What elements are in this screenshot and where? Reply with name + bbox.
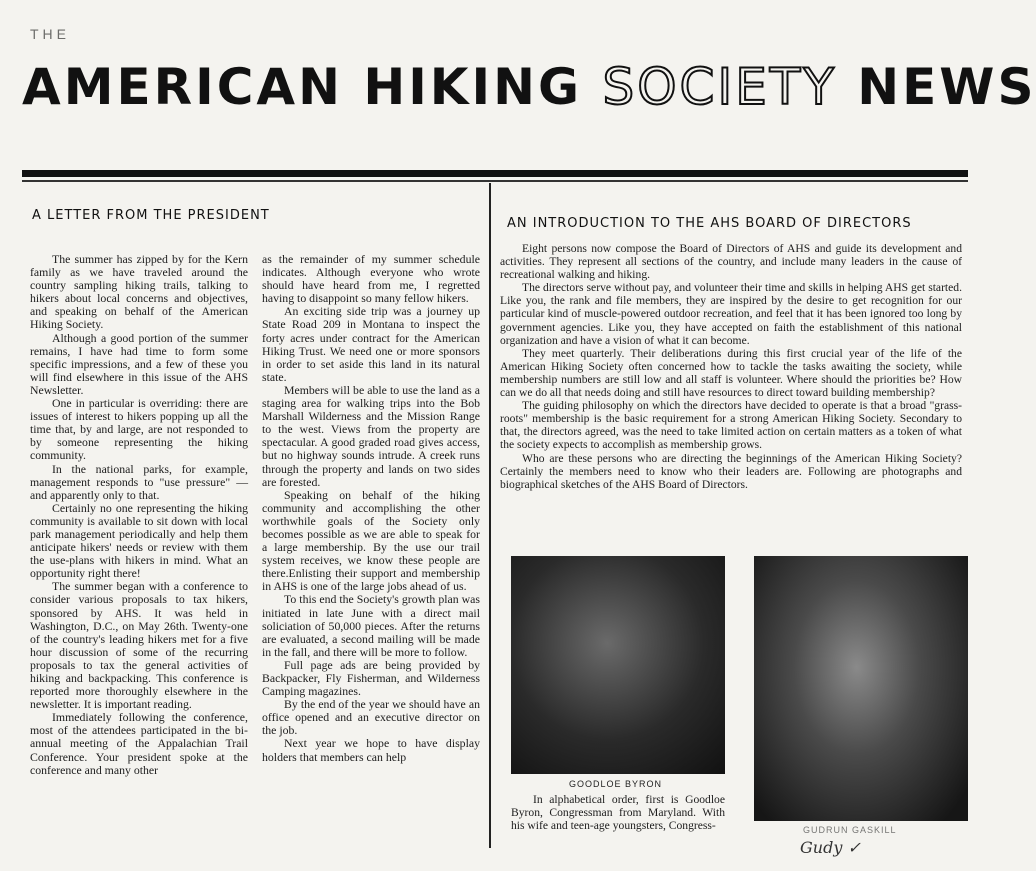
letter-paragraph: One in particular is overriding: there are issues of interest to hikers popping up all the time that, by and large, are not responded to by someone representing the hiking community. — [30, 396, 248, 463]
board-paragraph: Who are these persons who are directing the beginnings of the American Hiking Society? Certainly the members need to know who their leaders are. Following are photographs and biographical sketches of the AHS Board of Directors. — [500, 451, 962, 491]
letter-paragraph: In the national parks, for example, management responds to "use pressure" — and apparently only to that. — [30, 461, 248, 502]
letter-paragraph: as the remainder of my summer schedule indicates. Although everyone who wrote should have heard from me, I regretted having to disappoint so many fellow hikers. — [262, 252, 480, 306]
letter-paragraph: Immediately following the conference, most of the attendees participated in the bi-annual meeting of the Appalachian Trail Conference. Your president spoke at the conference and many other — [30, 710, 248, 777]
letter-paragraph: Next year we hope to have display holders that members can help — [262, 736, 480, 764]
letter-paragraph: Members will be able to use the land as a staging area for walking trips into the Bob Marshall Wilderness and the Mission Range to the west. Views from the property are spectacular. A good graded road gives access, but no highway sounds intrude. A creek runs through the property and lands on two sides are forested. — [262, 382, 480, 489]
letter-paragraph: Although a good portion of the summer remains, I have had time to form some specific impressions, and a few of these you will find elsewhere in this issue of the AHS Newsletter. — [30, 330, 248, 397]
letter-heading: A LETTER FROM THE PRESIDENT — [32, 208, 270, 223]
board-paragraph: The directors serve without pay, and volunteer their time and skills in helping AHS get started. Like you, the rank and file members, they are inspired by the desire to get recognition for our particular kind of muscle-powered outdoor recreation, and feel that it has been ignored too long by government agencies. Like you, they have accepted on faith the establishment of this national organization and have a vision of what it can become. — [500, 281, 962, 347]
gudrun-gaskill-photo — [754, 556, 968, 821]
masthead-title-part3: NEWS — [836, 58, 1036, 116]
masthead-rule-thin — [22, 180, 968, 182]
board-paragraph: The guiding philosophy on which the directors have decided to operate is that a broad "grass-roots" membership is the basic requirement for a strong American Hiking Society. Secondary to that, the directors agreed, was the need to take limited action on certain matters as a token of what the society expects to accomplish as membership grows. — [500, 399, 962, 452]
handwritten-note: Gudy ✓ — [800, 838, 861, 857]
letter-paragraph: An exciting side trip was a journey up State Road 209 in Montana to inspect the forty acres under contract for the American Hiking Trust. We need one or more sponsors in order to set aside this land in its natural state. — [262, 304, 480, 384]
board-intro-column — [500, 242, 962, 491]
goodloe-byron-bio — [511, 793, 725, 832]
masthead-title-part2: SOCIETY — [602, 58, 837, 116]
letter-paragraph: Speaking on behalf of the hiking community and accomplishing the other worthwhile goals of the Society only becomes possible as we are able to speak for a large membership. By the use our trail system receives, we know these people are there.Enlisting their support and membership in AHS is one of the large jobs ahead of us. — [262, 487, 480, 594]
board-paragraph: They meet quarterly. Their deliberations during this first crucial year of the life of the American Hiking Society often concerned how to tackle the tasks awaiting the society, while membership numbers are still low and all staff is volunteer. Where should the priorities be? How can we do all that needs doing and still have resources to direct toward building membership? — [500, 346, 962, 400]
masthead-rule-thick — [22, 170, 968, 177]
letter-paragraph: To this end the Society's growth plan was initiated in late June with a direct mail soliciation of 50,000 pieces. After the returns are evaluated, a second mailing will be made in the fall, and there will be more to follow. — [262, 592, 480, 659]
letter-paragraph: Certainly no one representing the hiking community is available to sit down with local park management periodically and help them anticipate hikers' needs or review with them the use-plans with hikers in mind. What an opportunity right there! — [30, 500, 248, 581]
goodloe-byron-caption: GOODLOE BYRON — [569, 779, 663, 789]
letter-paragraph: The summer has zipped by for the Kern family as we have traveled around the country sampling hiking trails, talking to hikers about local concerns and objectives, and speaking on behalf of the American Hiking Society. — [30, 252, 248, 332]
masthead-title — [22, 52, 1036, 122]
gudrun-gaskill-caption: GUDRUN GASKILL — [803, 825, 897, 835]
masthead-title-part1: AMERICAN HIKING — [22, 58, 603, 116]
masthead-kicker: THE — [30, 26, 70, 42]
board-heading: AN INTRODUCTION TO THE AHS BOARD OF DIRECTORS — [507, 216, 912, 231]
letter-paragraph: Full page ads are being provided by Backpacker, Fly Fisherman, and Wilderness Camping magazines. — [262, 657, 480, 699]
letter-column-1 — [30, 253, 248, 777]
bio-paragraph: In alphabetical order, first is Goodloe Byron, Congressman from Maryland. With his wife and teen-age youngsters, Congress- — [511, 793, 725, 833]
board-paragraph: Eight persons now compose the Board of Directors of AHS and guide its development and activities. They represent all sections of the country, and include many leaders in the cause of recreational walking and hiking. — [500, 242, 962, 282]
letter-paragraph: The summer began with a conference to consider various proposals to tax hikers, sponsored by AHS. It was held in Washington, D.C., on May 26th. Twenty-one of the country's leading hikers met for a five hour discussion of some of the recurring proposals to tax the general activities of hiking and backpacking. This conference is reported more thoroughly elsewhere in the newsletter. It is important reading. — [30, 579, 248, 712]
goodloe-byron-photo — [511, 556, 725, 774]
letter-column-2 — [262, 253, 480, 764]
column-divider — [489, 183, 491, 848]
letter-paragraph: By the end of the year we should have an office opened and an executive director on the job. — [262, 697, 480, 738]
